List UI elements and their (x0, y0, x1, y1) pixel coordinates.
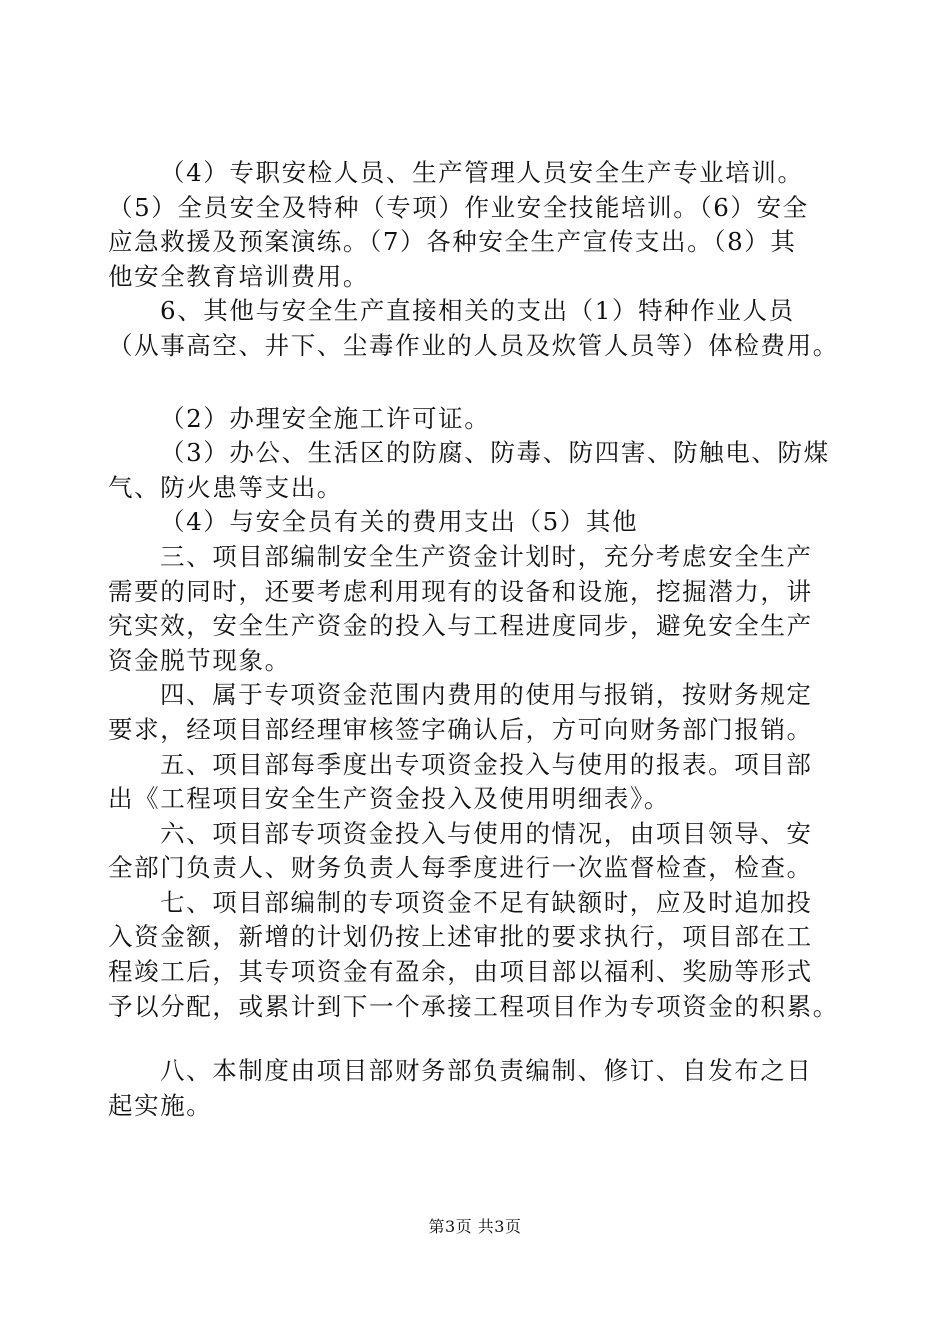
text-line: 入资金额，新增的计划仍按上述审批的要求执行，项目部在工 (108, 922, 813, 952)
text-line: 五、项目部每季度出专项资金投入与使用的报表。项目部 (160, 749, 813, 779)
text-line: 程竣工后，其专项资金有盈余，由项目部以福利、奖励等形式 (108, 957, 813, 987)
text-line: （3）办公、生活区的防腐、防毒、防四害、防触电、防煤 (160, 438, 830, 468)
page-number-footer: 第3页 共3页 (428, 1217, 522, 1236)
text-line: （2）办理安全施工许可证。 (160, 403, 491, 433)
text-line: 出《工程项目安全生产资金投入及使用明细表》。 (108, 784, 670, 814)
text-line: 四、属于专项资金范围内费用的使用与报销，按财务规定 (160, 680, 813, 710)
text-line: （4）专职安检人员、生产管理人员安全生产专业培训。 (160, 158, 804, 187)
text-line: 要求，经项目部经理审核签字确认后，方可向财务部门报销。 (108, 714, 813, 744)
text-line: （从事高空、井下、尘毒作业的人员及炊管人员等）体检费用。 (108, 330, 839, 360)
text-line: 资金脱节现象。 (108, 645, 291, 675)
paragraph-gap (108, 364, 848, 402)
text-line: （4）与安全员有关的费用支出（5）其他 (160, 507, 639, 537)
text-line: 气、防火患等支出。 (108, 472, 343, 502)
text-line: 起实施。 (108, 1090, 213, 1120)
text-line: 全部门负责人、财务负责人每季度进行一次监督检查，检查。 (108, 853, 813, 883)
text-line: 需要的同时，还要考虑利用现有的设备和设施，挖掘潜力，讲 (108, 576, 813, 606)
text-line: （5）全员安全及特种（专项）作业安全技能培训。（6）安全 (108, 192, 809, 222)
text-line: 予以分配，或累计到下一个承接工程项目作为专项资金的积累。 (108, 991, 839, 1021)
text-line: 究实效，安全生产资金的投入与工程进度同步，避免安全生产 (108, 611, 813, 641)
text-line: 六、项目部专项资金投入与使用的情况，由项目领导、安 (160, 818, 813, 848)
text-line: 三、项目部编制安全生产资金计划时，充分考虑安全生产 (160, 541, 813, 571)
text-line: 应急救援及预案演练。（7）各种安全生产宣传支出。（8）其 (108, 227, 797, 257)
paragraph-gap (108, 1024, 848, 1054)
text-line: 七、项目部编制的专项资金不足有缺额时，应及时追加投 (160, 887, 813, 917)
text-line: 他安全教育培训费用。 (108, 261, 369, 291)
document-body (108, 156, 848, 1123)
text-line: 6、其他与安全生产直接相关的支出（1）特种作业人员 (160, 296, 795, 326)
text-line: 八、本制度由项目部财务部负责编制、修订、自发布之日 (160, 1056, 813, 1086)
